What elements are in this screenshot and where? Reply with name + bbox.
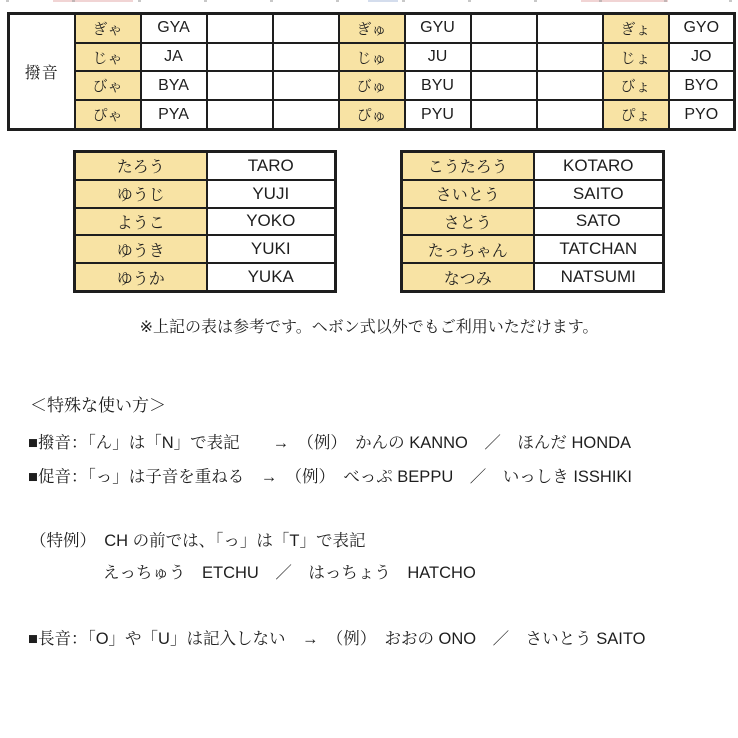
crop-border-stub [336, 0, 339, 2]
hatsuon-table [7, 12, 736, 131]
kana-cell: さいとう [402, 180, 534, 208]
kana-cell: ぴゅ [339, 100, 405, 129]
empty-cell [207, 100, 273, 129]
table-row [75, 208, 336, 236]
kana-cell: たっちゃん [402, 235, 534, 263]
table-row [9, 100, 735, 129]
table-row [75, 235, 336, 263]
crop-border-stub [534, 0, 537, 2]
romaji-cell: PYU [405, 100, 471, 129]
romaji-cell: SAITO [534, 180, 664, 208]
names-table-left [73, 150, 337, 293]
romaji-cell: SATO [534, 208, 664, 236]
kana-cell: びゅ [339, 71, 405, 100]
romaji-cell: PYA [141, 100, 207, 129]
empty-cell [537, 71, 603, 100]
kana-cell: ぴょ [603, 100, 669, 129]
romaji-cell: YUJI [207, 180, 336, 208]
kana-cell: じゃ [75, 43, 141, 72]
empty-cell [207, 43, 273, 72]
kana-cell: さとう [402, 208, 534, 236]
romaji-cell: JU [405, 43, 471, 72]
kana-cell: じゅ [339, 43, 405, 72]
kana-cell: ようこ [75, 208, 207, 236]
tokurei-note-line: （特例） CH の前では、「っ」は「T」で表記 [30, 532, 366, 550]
kana-cell: ゆうじ [75, 180, 207, 208]
reference-note: ※上記の表は参考です。ヘボン式以外でもご利用いただけます。 [139, 319, 599, 336]
kana-cell: じょ [603, 43, 669, 72]
kana-cell: ゆうか [75, 263, 207, 291]
kana-cell: こうたろう [402, 152, 534, 180]
kana-cell: ぴゃ [75, 100, 141, 129]
empty-cell [273, 14, 339, 43]
kana-cell: ぎゅ [339, 14, 405, 43]
kana-cell: たろう [75, 152, 207, 180]
table-row [402, 235, 664, 263]
sokuon-rule-line: ■促音：「っ」は子音を重ねる → （例） べっぷ BEPPU ／ いっしき ISSHIKI [28, 468, 633, 486]
crop-border-stub [270, 0, 273, 2]
crop-border-stub [138, 0, 141, 2]
empty-cell [471, 71, 537, 100]
crop-border-stub [204, 0, 207, 2]
romaji-cell: BYO [669, 71, 735, 100]
romaji-cell: TARO [207, 152, 336, 180]
crop-border-stub [402, 0, 405, 2]
table-row [402, 263, 664, 291]
crop-border-stub [664, 0, 667, 2]
table-row [75, 263, 336, 291]
romaji-cell: GYA [141, 14, 207, 43]
empty-cell [207, 71, 273, 100]
empty-cell [273, 100, 339, 129]
table-row [75, 180, 336, 208]
kana-cell: ゆうき [75, 235, 207, 263]
crop-border-stub [599, 0, 602, 2]
special-usage-heading: ＜特殊な使い方＞ [30, 396, 166, 415]
table-row [402, 152, 664, 180]
romaji-cell: GYO [669, 14, 735, 43]
romaji-cell: TATCHAN [534, 235, 664, 263]
choon-rule-line: ■長音：「O」や「U」は記入しない → （例） おおの ONO ／ さいとう SAITO [28, 630, 646, 648]
empty-cell [273, 43, 339, 72]
crop-border-stub [6, 0, 9, 2]
empty-cell [537, 43, 603, 72]
crop-border-stub [468, 0, 471, 2]
empty-cell [471, 100, 537, 129]
romaji-cell: BYU [405, 71, 471, 100]
romaji-cell: PYO [669, 100, 735, 129]
kana-cell: なつみ [402, 263, 534, 291]
crop-remnant-line [581, 0, 668, 2]
romaji-cell: YUKA [207, 263, 336, 291]
crop-remnant-line [53, 0, 133, 2]
hatsuon-rule-line: ■撥音：「ん」は「N」で表記 → （例） かんの KANNO ／ ほんだ HONDA [28, 434, 632, 452]
table-row [402, 208, 664, 236]
kana-cell: ぎょ [603, 14, 669, 43]
empty-cell [471, 14, 537, 43]
romaji-cell: NATSUMI [534, 263, 664, 291]
empty-cell [537, 100, 603, 129]
romaji-cell: GYU [405, 14, 471, 43]
table-row [402, 180, 664, 208]
kana-cell: びゃ [75, 71, 141, 100]
names-table-right [400, 150, 665, 293]
kana-cell: びょ [603, 71, 669, 100]
romaji-cell: KOTARO [534, 152, 664, 180]
romaji-cell: YOKO [207, 208, 336, 236]
table-row [75, 152, 336, 180]
tokurei-example-line: えっちゅう ETCHU ／ はっちょう HATCHO [103, 564, 476, 582]
table-row [9, 14, 735, 43]
crop-remnant-line [368, 0, 398, 2]
crop-border-stub [72, 0, 75, 2]
romaji-cell: YUKI [207, 235, 336, 263]
romaji-cell: JO [669, 43, 735, 72]
crop-border-stub [729, 0, 732, 2]
empty-cell [471, 43, 537, 72]
empty-cell [537, 14, 603, 43]
romaji-cell: JA [141, 43, 207, 72]
kana-cell: ぎゃ [75, 14, 141, 43]
row-group-label: 撥音 [9, 14, 75, 130]
table-row [9, 43, 735, 72]
empty-cell [273, 71, 339, 100]
romaji-cell: BYA [141, 71, 207, 100]
table-row [9, 71, 735, 100]
empty-cell [207, 14, 273, 43]
